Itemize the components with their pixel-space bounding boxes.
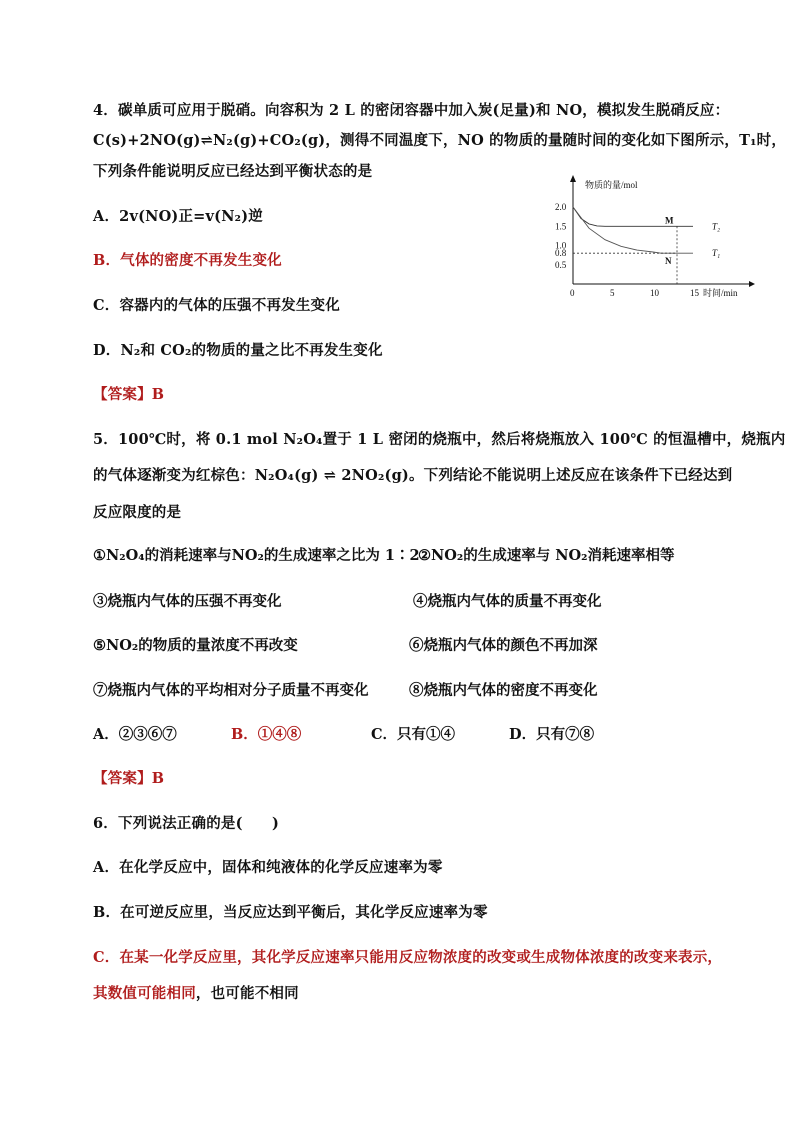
q4-option-b: B．气体的密度不再发生变化 — [93, 252, 282, 269]
q4-option-a: A．2v(NO)正=v(N₂)逆 — [93, 208, 263, 225]
x-tick-label: 0 — [570, 288, 575, 298]
q5-statement-4: ④烧瓶内气体的质量不再变化 — [413, 593, 602, 610]
q5-line-2: 的气体逐渐变为红棕色：N₂O₄(g) ⇌ 2NO₂(g)。下列结论不能说明上述反应在该条件下已经达到 — [93, 467, 733, 484]
series-label: T₁ — [712, 248, 721, 259]
q5-statement-7: ⑦烧瓶内气体的平均相对分子质量不再变化 — [93, 682, 369, 699]
q5-answer: 【答案】B — [93, 770, 165, 787]
y-tick-label: 1.0 — [555, 240, 567, 251]
q6-option-a: A．在化学反应中，固体和纯液体的化学反应速率为零 — [93, 859, 443, 876]
q5-line-3: 反应限度的是 — [93, 504, 182, 521]
q6-option-b: B．在可逆反应里，当反应达到平衡后，其化学反应速率为零 — [93, 904, 488, 921]
q5-option-b: B．①④⑧ — [231, 726, 302, 743]
point-label: M — [665, 215, 674, 226]
y-tick-label: 0.5 — [555, 259, 567, 270]
q5-statement-8: ⑧烧瓶内气体的密度不再变化 — [409, 682, 598, 699]
q6-line-1: 6．下列说法正确的是( ) — [93, 815, 280, 832]
point-label: N — [665, 256, 672, 267]
mole-time-chart — [545, 174, 755, 299]
q5-statement-2: ②NO₂的生成速率与 NO₂消耗速率相等 — [418, 547, 675, 564]
q5-option-a: A．②③⑥⑦ — [93, 726, 177, 743]
q5-statement-5: ⑤NO₂的物质的量浓度不再改变 — [93, 637, 298, 654]
q6-option-c-line-1: C．在某一化学反应里，其化学反应速率只能用反应物浓度的改变或生成物体浓度的改变来表示， — [93, 949, 723, 966]
series-line — [573, 207, 693, 226]
y-axis-arrow — [570, 175, 576, 182]
y-tick-label: 1.5 — [555, 221, 567, 232]
x-axis-arrow — [749, 281, 755, 287]
q4-line-3: 下列条件能说明反应已经达到平衡状态的是 — [93, 163, 373, 180]
y-axis-label: 物质的量/mol — [585, 180, 638, 190]
chart-series — [573, 207, 693, 284]
q6-option-c-black-part: ，也可能不相同 — [195, 985, 299, 1002]
q5-statement-6: ⑥烧瓶内气体的颜色不再加深 — [409, 637, 598, 654]
series-label: T₂ — [712, 221, 721, 232]
q4-option-c: C．容器内的气体的压强不再发生变化 — [93, 297, 340, 314]
series-line — [573, 207, 693, 253]
q5-option-d: D．只有⑦⑧ — [509, 726, 595, 743]
x-tick-label: 15 — [690, 288, 699, 298]
x-axis-label: 时间/min — [703, 288, 738, 298]
q4-answer: 【答案】B — [93, 386, 165, 403]
y-tick-label: 0.8 — [555, 248, 567, 259]
y-tick-label: 2.0 — [555, 202, 567, 212]
x-tick-label: 5 — [610, 288, 615, 298]
q4-option-d: D．N₂和 CO₂的物质的量之比不再发生变化 — [93, 342, 383, 359]
q6-option-c-red-part: 其数值可能相同 — [93, 985, 196, 1002]
q6-option-c-line-2 — [93, 984, 299, 1004]
q5-line-1: 5．100℃时，将 0.1 mol N₂O₄置于 1 L 密闭的烧瓶中，然后将烧瓶放入 100℃ 的恒温槽中，烧瓶内 — [93, 431, 786, 448]
q5-option-c: C．只有①④ — [371, 726, 456, 743]
q4-line-2: C(s)+2NO(g)⇌N₂(g)+CO₂(g)，测得不同温度下，NO 的物质的量随时间的变化如下图所示，T₁时， — [93, 132, 787, 149]
chart-labels — [555, 179, 738, 298]
q4-line-1: 4．碳单质可应用于脱硝。向容积为 2 L 的密闭容器中加入炭(足量)和 NO，模拟发生脱硝反应： — [93, 102, 730, 119]
q5-statement-1: ①N₂O₄的消耗速率与NO₂的生成速率之比为 1∶2 — [93, 547, 420, 564]
chart-axes — [570, 175, 755, 287]
q5-statement-3: ③烧瓶内气体的压强不再变化 — [93, 593, 282, 610]
x-tick-label: 10 — [650, 288, 659, 298]
